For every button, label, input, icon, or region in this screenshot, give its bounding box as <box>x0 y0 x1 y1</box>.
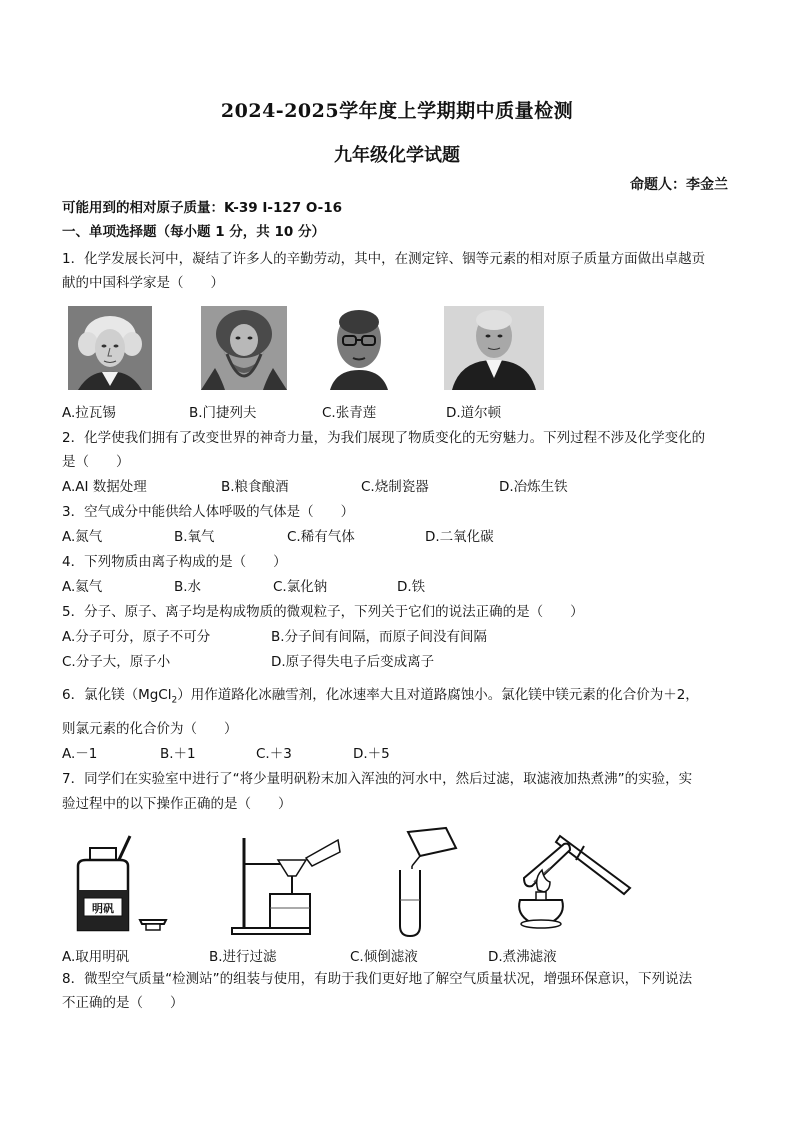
atomic-masses: 可能用到的相对原子质量：K-39 I-127 O-16 <box>62 200 342 216</box>
alum-bottle-diagram-icon <box>68 832 174 936</box>
q6-stem-part2: ）用作道路化冰融雪剂，化冰速率大且对道路腐蚀小。氯化镁中镁元素的化合价为＋2， <box>177 687 699 703</box>
q6-option-c[interactable]: C.＋3 <box>256 746 292 762</box>
q8-stem-line1: 8．微型空气质量“检测站”的组装与使用，有助于我们更好地了解空气质量状况，增强环保意识，下列说法 <box>62 971 693 987</box>
q6-stem-line2: 则氯元素的化合价为（ ） <box>62 721 238 737</box>
q7-option-b[interactable]: B.进行过滤 <box>209 949 277 965</box>
q4-option-a[interactable]: A.氦气 <box>62 579 103 595</box>
q2-option-a[interactable]: A.AI 数据处理 <box>62 479 147 495</box>
q1-stem-line2: 献的中国科学家是（ ） <box>62 275 224 291</box>
q2-option-c[interactable]: C.烧制瓷器 <box>361 479 429 495</box>
q2-option-b[interactable]: B.粮食酿酒 <box>221 479 289 495</box>
zhang-qinglian-portrait-icon <box>326 306 392 390</box>
q3-option-b[interactable]: B.氧气 <box>174 529 215 545</box>
q1-option-a[interactable]: A.拉瓦锡 <box>62 405 116 421</box>
lavoisier-portrait-icon <box>68 306 152 390</box>
q4-stem: 4．下列物质由离子构成的是（ ） <box>62 554 287 570</box>
exam-subtitle: 九年级化学试题 <box>334 145 460 166</box>
q3-option-a[interactable]: A.氮气 <box>62 529 103 545</box>
q3-option-c[interactable]: C.稀有气体 <box>287 529 355 545</box>
q4-option-b[interactable]: B.水 <box>174 579 202 595</box>
q6-stem-part1: 6．氯化镁（MgCl <box>62 687 172 703</box>
q7-option-c[interactable]: C.倾倒滤液 <box>350 949 418 965</box>
pouring-filtrate-diagram-icon <box>386 826 462 940</box>
q4-option-d[interactable]: D.铁 <box>397 579 426 595</box>
q7-option-a[interactable]: A.取用明矾 <box>62 949 130 965</box>
author-line: 命题人：李金兰 <box>630 177 728 193</box>
q6-stem-line1 <box>62 686 699 710</box>
q8-stem-line2: 不正确的是（ ） <box>62 995 184 1011</box>
q7-stem-line2: 验过程中的以下操作正确的是（ ） <box>62 796 292 812</box>
q7-stem-line1: 7．同学们在实验室中进行了“将少量明矾粉末加入浑浊的河水中，然后过滤，取滤液加热煮沸”的实验，实 <box>62 771 693 787</box>
q2-stem-line2: 是（ ） <box>62 454 130 470</box>
q5-option-d[interactable]: D.原子得失电子后变成离子 <box>271 654 435 670</box>
q1-option-b[interactable]: B.门捷列夫 <box>189 405 257 421</box>
q3-stem: 3．空气成分中能供给人体呼吸的气体是（ ） <box>62 504 355 520</box>
q1-option-c[interactable]: C.张青莲 <box>322 405 377 421</box>
q1-stem-line1: 1．化学发展长河中，凝结了许多人的辛勤劳动，其中，在测定锌、铟等元素的相对原子质量方面做出卓越贡 <box>62 251 706 267</box>
section-heading: 一、单项选择题（每小题 1 分，共 10 分） <box>62 224 325 240</box>
q5-stem: 5．分子、原子、离子均是构成物质的微观粒子，下列关于它们的说法正确的是（ ） <box>62 604 584 620</box>
q6-option-d[interactable]: D.＋5 <box>353 746 390 762</box>
q3-option-d[interactable]: D.二氧化碳 <box>425 529 494 545</box>
q5-option-b[interactable]: B.分子间有间隔，而原子间没有间隔 <box>271 629 488 645</box>
q6-subscript: 2 <box>171 695 178 706</box>
q5-option-c[interactable]: C.分子大，原子小 <box>62 654 171 670</box>
mendeleev-portrait-icon <box>201 306 287 390</box>
q2-option-d[interactable]: D.冶炼生铁 <box>499 479 568 495</box>
q1-option-d[interactable]: D.道尔顿 <box>446 405 502 421</box>
q6-option-a[interactable]: A.－1 <box>62 746 98 762</box>
dalton-portrait-icon <box>444 306 544 390</box>
bottle-label: 明矾 <box>92 902 114 915</box>
filtration-setup-diagram-icon <box>230 832 342 938</box>
q5-option-a[interactable]: A.分子可分，原子不可分 <box>62 629 211 645</box>
q2-stem-line1: 2．化学使我们拥有了改变世界的神奇力量，为我们展现了物质变化的无穷魅力。下列过程不涉及化学变化的 <box>62 430 706 446</box>
q4-option-c[interactable]: C.氯化钠 <box>273 579 328 595</box>
q6-option-b[interactable]: B.＋1 <box>160 746 196 762</box>
boiling-filtrate-diagram-icon <box>510 830 634 938</box>
q7-option-d[interactable]: D.煮沸滤液 <box>488 949 557 965</box>
exam-title: 2024-2025学年度上学期期中质量检测 <box>220 100 574 122</box>
